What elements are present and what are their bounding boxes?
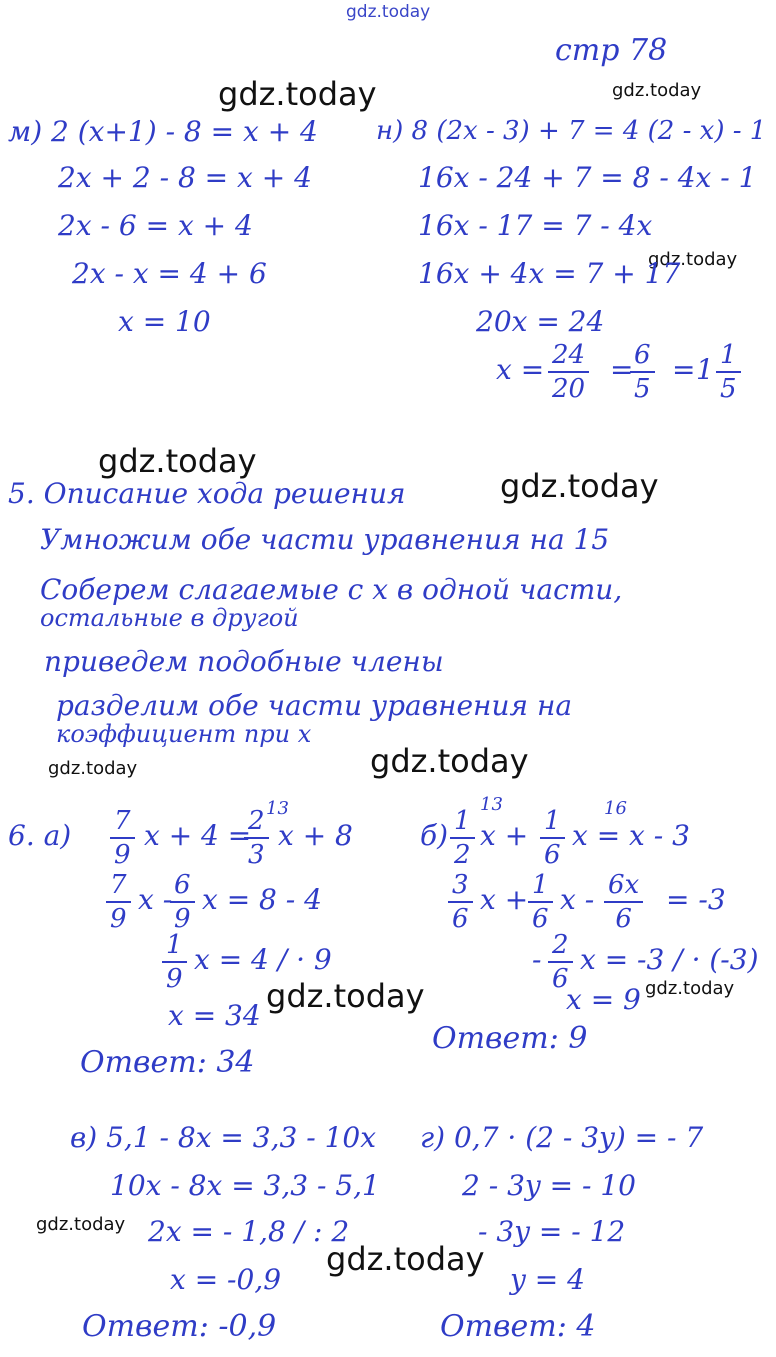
equals-sign: = <box>672 353 696 386</box>
watermark-top: gdz.today <box>346 2 431 22</box>
text-line: Соберем слагаемые с x в одной части, <box>40 573 623 606</box>
equation-line: 2x - 6 = x + 4 <box>58 209 253 242</box>
equation-line: г) 0,7 · (2 - 3y) = - 7 <box>420 1121 704 1154</box>
fraction: $\frac{6}{9}$ <box>170 872 195 932</box>
equation-term: x - <box>560 883 595 916</box>
equation-line: 16x + 4x = 7 + 17 <box>418 257 681 290</box>
text-line: коэффициент при x <box>56 720 312 748</box>
fraction: $\frac{2}{6}$ <box>548 932 573 992</box>
equation-term: x + <box>480 819 529 852</box>
equation-line: н) 8 (2x - 3) + 7 = 4 (2 - x) - 1 <box>376 116 767 146</box>
text-line: приведем подобные члены <box>44 645 444 678</box>
equation-term: x + 4 = <box>144 819 252 852</box>
equation-line: - 3y = - 12 <box>478 1215 626 1248</box>
equation-line: 10x - 8x = 3,3 - 5,1 <box>110 1169 380 1202</box>
equation-term: x = 8 - 4 <box>202 883 322 916</box>
fraction: $\frac{1}{9}$ <box>162 932 187 992</box>
equals-sign: = <box>610 353 634 386</box>
text-line: остальные в другой <box>40 604 299 632</box>
watermark: gdz.today <box>98 442 257 480</box>
answer: Ответ: 4 <box>440 1309 596 1344</box>
equation-line: 20x = 24 <box>476 305 605 338</box>
watermark: gdz.today <box>500 467 659 505</box>
mixed-whole: 1 <box>696 353 714 386</box>
equation-line: м) 2 (x+1) - 8 = x + 4 <box>8 115 318 148</box>
equation-line: x = 34 <box>168 999 261 1032</box>
equation-term: x = 4 / · 9 <box>194 943 332 976</box>
fraction: $\frac{1}{5}$ <box>716 342 741 402</box>
equation-term: = -3 <box>666 883 726 916</box>
watermark: gdz.today <box>36 1214 126 1235</box>
watermark: gdz.today <box>266 977 425 1015</box>
fraction: $\frac{7}{9}$ <box>106 872 131 932</box>
page-number: стр 78 <box>555 33 668 68</box>
equation-line: x = 10 <box>118 305 211 338</box>
watermark: gdz.today <box>648 249 738 270</box>
text-line: разделим обе части уравнения на <box>56 689 573 722</box>
fraction: $\frac{3}{6}$ <box>448 872 473 932</box>
equation-line: x = 9 <box>566 983 641 1016</box>
equation-line: 2x - x = 4 + 6 <box>72 257 267 290</box>
watermark: gdz.today <box>612 80 702 101</box>
multiplier-note: 13 <box>480 794 503 815</box>
fraction: $\frac{6}{5}$ <box>630 342 655 402</box>
watermark: gdz.today <box>370 742 529 780</box>
equation-line: 2x = - 1,8 / : 2 <box>148 1215 350 1248</box>
fraction: $\frac{1}{2}$ <box>450 808 475 868</box>
fraction: $\frac{2}{3}$ <box>244 808 269 868</box>
equation-line: 2 - 3y = - 10 <box>462 1169 636 1202</box>
fraction: $\frac{7}{9}$ <box>110 808 135 868</box>
equation-line: 16x - 17 = 7 - 4x <box>418 209 653 242</box>
equation-line: 2x + 2 - 8 = x + 4 <box>58 161 312 194</box>
watermark: gdz.today <box>218 75 377 113</box>
watermark: gdz.today <box>326 1240 485 1278</box>
equation-term: x = -3 / · (-3) <box>580 943 759 976</box>
equation-term: x + 8 <box>278 819 353 852</box>
equation-term: - <box>532 943 542 976</box>
watermark: gdz.today <box>48 758 138 779</box>
equation-term: x = <box>496 353 545 386</box>
equation-line: в) 5,1 - 8x = 3,3 - 10x <box>70 1121 376 1154</box>
multiplier-note: 13 <box>266 798 289 819</box>
task-label: б) <box>420 819 449 852</box>
equation-line: 16x - 24 + 7 = 8 - 4x - 1 <box>418 161 757 194</box>
task-label: 6. а) <box>8 819 72 852</box>
equation-line: x = -0,9 <box>170 1263 282 1296</box>
fraction: $\frac{24}{20}$ <box>548 342 589 402</box>
equation-term: x + <box>480 883 529 916</box>
fraction: $\frac{1}{6}$ <box>528 872 553 932</box>
fraction: $\frac{1}{6}$ <box>540 808 565 868</box>
multiplier-note: 16 <box>604 798 627 819</box>
equation-term: x = x - 3 <box>572 819 690 852</box>
text-line: 5. Описание хода решения <box>8 477 406 510</box>
equation-line: y = 4 <box>510 1263 585 1296</box>
answer: Ответ: 9 <box>432 1021 588 1056</box>
text-line: Умножим обе части уравнения на 15 <box>40 523 610 556</box>
fraction: $\frac{6x}{6}$ <box>604 872 643 932</box>
equation-term: x - <box>138 883 173 916</box>
answer: Ответ: -0,9 <box>82 1309 277 1344</box>
watermark: gdz.today <box>645 978 735 999</box>
answer: Ответ: 34 <box>80 1045 255 1080</box>
